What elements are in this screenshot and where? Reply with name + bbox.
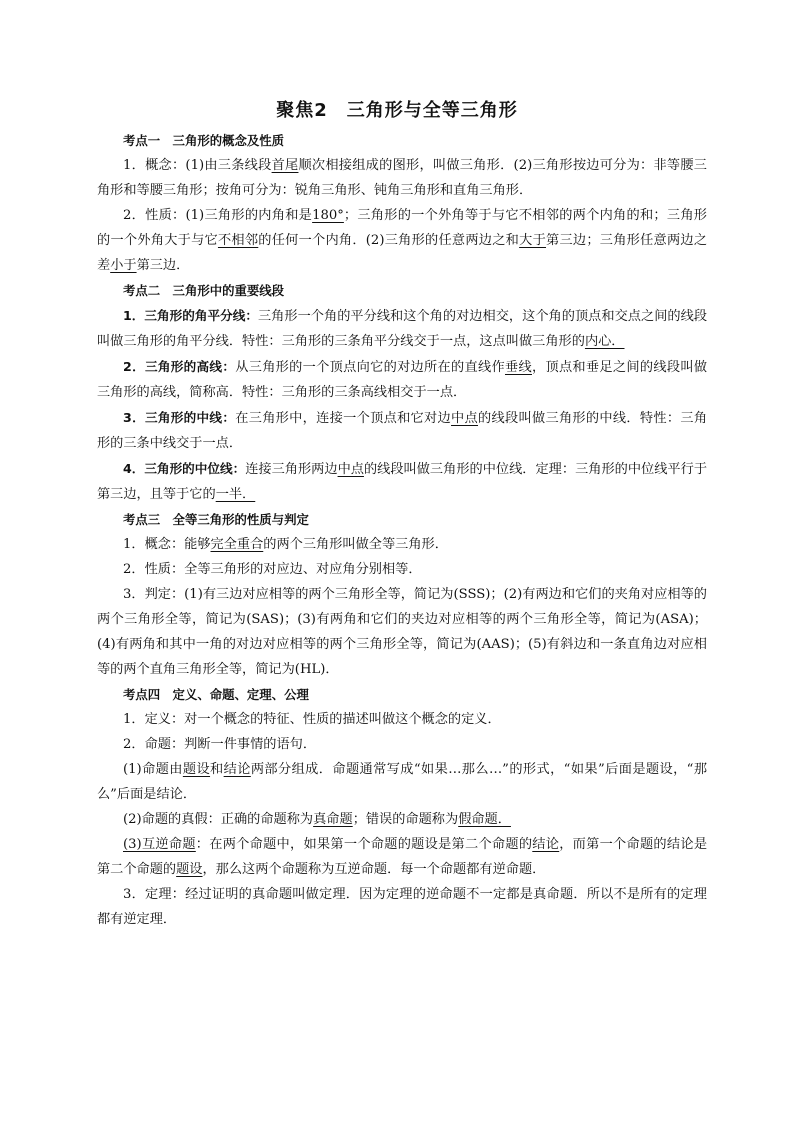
underlined-term: 首尾 — [271, 158, 299, 173]
underlined-term: 假命题． — [458, 812, 511, 827]
text: 顺次相接组成的图形，叫做三角形．(2)三角形按边可分为：非等腰三角形和等腰三角形；按角可分为：锐角三角形、钝角三角形和直角三角形． — [97, 158, 707, 198]
paragraph-proposition-parts — [97, 757, 707, 807]
paragraph-congruent-property: 2．性质：全等三角形的对应边、对应角分别相等． — [123, 562, 422, 577]
page-title: 聚焦2 三角形与全等三角形 — [276, 100, 518, 121]
underlined-term: 垂线 — [504, 360, 532, 375]
section-heading-2: 考点二 三角形中的重要线段 — [123, 283, 285, 298]
underlined-term: 中点 — [337, 462, 364, 477]
text: 的两个三角形叫做全等三角形． — [263, 537, 448, 552]
text: 第三边；三角形任意两边之差 — [97, 233, 708, 273]
text: (2)命题的真假：正确的命题称为 — [123, 812, 314, 827]
text: 在三角形中，连接一个顶点和它对边 — [235, 411, 452, 426]
underlined-term: 小于 — [110, 258, 137, 273]
text: 的线段叫做三角形的中位线．定理：三角形的中位线平行于第三边，且等于它的 — [97, 462, 708, 502]
paragraph-proposition: 2．命题：判断一件事情的语句． — [123, 737, 317, 752]
keyword: 4．三角形的中位线： — [123, 461, 246, 476]
keyword: 2．三角形的高线： — [123, 359, 236, 374]
underlined-term: 大于 — [519, 233, 547, 248]
paragraph-congruent-criteria: 3．判定：(1)有三边对应相等的两个三角形全等，简记为(SSS)；(2)有两边和它们的夹角对应相等的两个三角形全等，简记为(SAS)；(3)有两角和它们的夹边对应相等的两个三角形全等，简记为(ASA)；(4)有两角和其中一角的对边对应相等的两个三角形全等，简记为(AAS)；(5)有斜边和一条直角边对应相等的两个直角三角形全等，简记为(HL)． — [97, 587, 707, 677]
section-heading-1: 考点一 三角形的概念及性质 — [123, 133, 285, 148]
document-body — [97, 128, 707, 932]
underlined-term: (3)互逆命题 — [123, 837, 196, 852]
underlined-term: 内心． — [584, 334, 625, 349]
paragraph-definition: 1．定义：对一个概念的特征、性质的描述叫做这个概念的定义． — [123, 712, 501, 727]
paragraph-congruent-concept — [97, 532, 707, 557]
text: ；错误的命题称为 — [352, 812, 459, 827]
text: 第三边． — [136, 258, 190, 273]
text: (1)命题由 — [123, 762, 183, 777]
underlined-term: 题设 — [182, 762, 211, 777]
paragraph-midline — [97, 456, 707, 507]
text: 从三角形的一个顶点向它的对边所在的直线作 — [235, 360, 505, 375]
underlined-term: 一半． — [215, 487, 256, 502]
underlined-term: 中点 — [451, 411, 479, 426]
paragraph-theorem: 3．定理：经过证明的真命题叫做定理．因为定理的逆命题不一定都是真命题．所以不是所有的定理都有逆定理． — [97, 887, 707, 927]
text: 1．概念：能够 — [123, 537, 211, 552]
text: 1．概念：(1)由三条线段 — [123, 158, 272, 173]
paragraph-median — [97, 405, 707, 456]
keyword: 1．三角形的角平分线： — [123, 308, 258, 323]
underlined-term: 真命题 — [313, 812, 353, 827]
text: ；三角形的一个外角等于与它不相邻的两个内角的和；三角形的一个外角大于与它 — [97, 208, 707, 248]
section-heading-3: 考点三 全等三角形的性质与判定 — [123, 512, 309, 527]
underlined-term: 结论 — [532, 837, 560, 852]
text: ，而第一个命题的结论是第二个命题的 — [97, 837, 708, 877]
paragraph-truth — [97, 807, 707, 832]
text: ：在两个命题中，如果第一个命题的题设是第二个命题的 — [195, 837, 533, 852]
underlined-term: 题设 — [176, 862, 203, 877]
text: 连接三角形两边 — [245, 462, 338, 477]
keyword: 3．三角形的中线： — [123, 410, 236, 425]
paragraph-altitude — [97, 354, 707, 405]
paragraph-property — [97, 203, 707, 278]
text: ，顶点和垂足之间的线段叫做三角形的高线，简称高．特性：三角形的三条高线相交于一点． — [97, 360, 708, 400]
underlined-term: 不相邻 — [217, 233, 259, 248]
text: 和 — [210, 762, 224, 777]
text: 2．性质：(1)三角形的内角和是 — [123, 208, 313, 223]
section-heading-4: 考点四 定义、命题、定理、公理 — [123, 687, 309, 702]
underlined-term: 180° — [312, 208, 344, 223]
text: 三角形一个角的平分线和这个角的对边相交，这个角的顶点和交点之间的线段叫做三角形的角平分线．特性：三角形的三条角平分线交于一点，这点叫做三角形的 — [97, 309, 708, 349]
text: 两部分组成．命题通常写成“如果…那么…”的形式，“如果”后面是题设，“那么”后面是结论． — [97, 762, 708, 802]
paragraph-concept — [97, 153, 707, 203]
text: 的线段叫做三角形的中线．特性：三角形的三条中线交于一点． — [97, 411, 708, 451]
paragraph-angle-bisector — [97, 303, 707, 354]
underlined-term: 完全重合 — [210, 537, 264, 552]
text: ，那么这两个命题称为互逆命题．每一个命题都有逆命题． — [202, 862, 546, 877]
underlined-term: 结论 — [223, 762, 251, 777]
text: 的任何一个内角．(2)三角形的任意两边之和 — [258, 233, 520, 248]
paragraph-converse — [97, 832, 707, 882]
